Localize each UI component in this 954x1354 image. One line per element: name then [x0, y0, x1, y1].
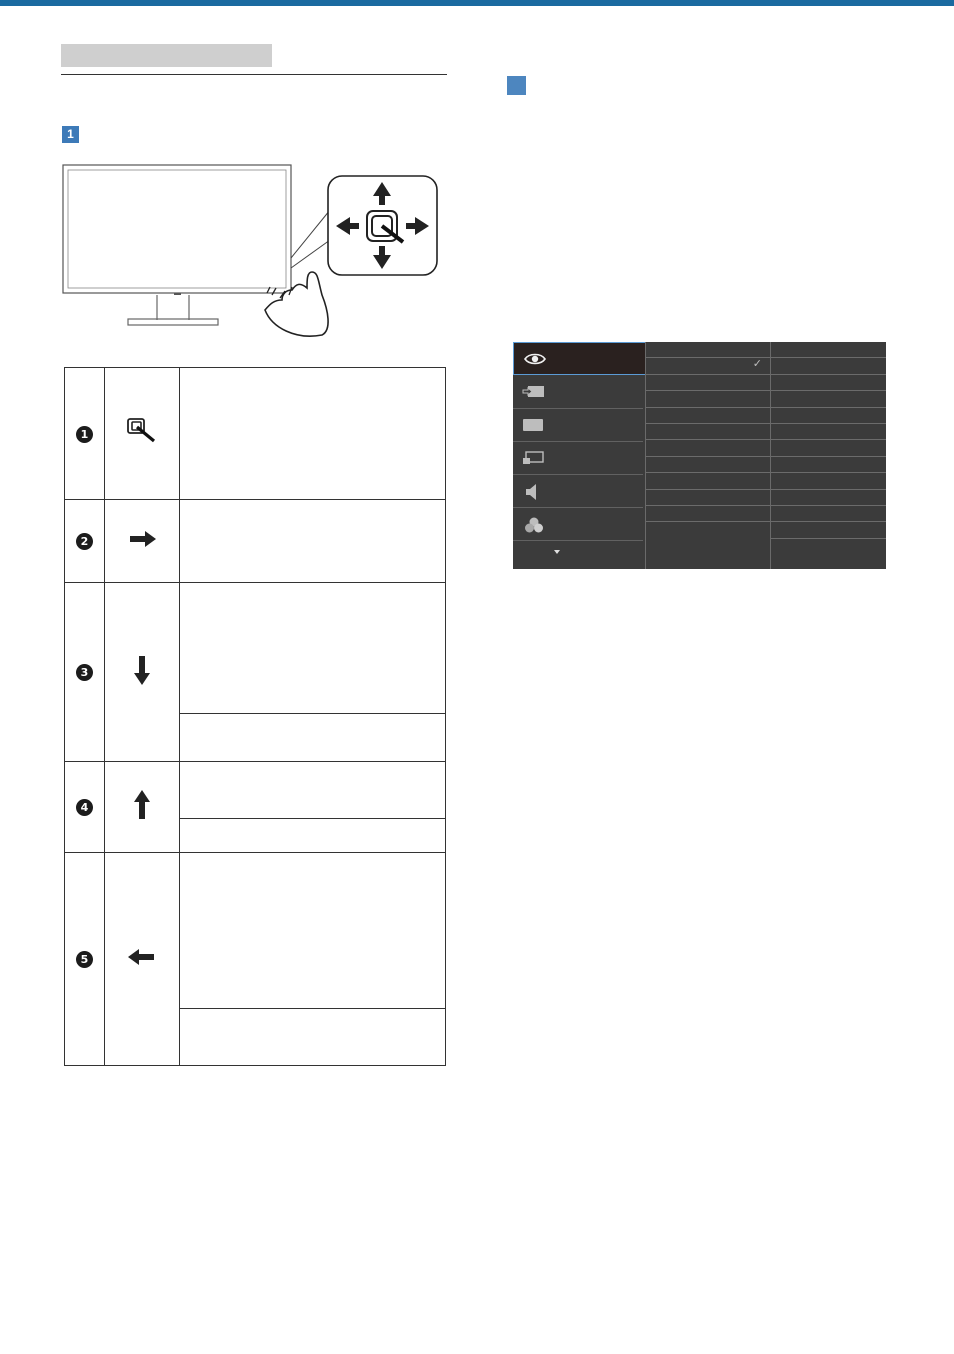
control-description — [180, 762, 446, 819]
control-number-cell — [65, 368, 105, 500]
arrow-down-icon — [132, 654, 152, 686]
control-description — [180, 583, 446, 714]
arrow-up-icon — [132, 789, 152, 821]
chevron-down-icon[interactable] — [554, 550, 560, 554]
osd-value-column — [771, 342, 886, 539]
monitor-base — [128, 319, 218, 325]
control-number-cell — [65, 762, 105, 853]
osd-submenu-row[interactable] — [646, 473, 770, 489]
osd-value-row[interactable] — [771, 457, 886, 473]
control-description — [180, 714, 446, 762]
pip-icon — [522, 450, 546, 466]
joystick-press-icon — [124, 416, 160, 446]
step-2-badge — [507, 76, 526, 95]
eye-icon — [523, 351, 547, 367]
audio-icon — [522, 483, 546, 501]
osd-menu — [513, 342, 886, 569]
osd-submenu-row[interactable] — [646, 506, 770, 522]
osd-value-row[interactable] — [771, 440, 886, 456]
monitor-joystick-illustration — [60, 160, 445, 345]
osd-submenu-row[interactable] — [646, 440, 770, 456]
control-icon-cell — [105, 762, 180, 853]
control-number: 1 — [76, 426, 93, 443]
osd-submenu-row[interactable] — [646, 408, 770, 424]
control-number: 2 — [76, 533, 93, 550]
osd-menu-item-pip[interactable] — [513, 442, 643, 475]
osd-submenu — [646, 342, 770, 522]
osd-value-row[interactable] — [771, 473, 886, 489]
controls-table — [64, 367, 446, 1066]
osd-value-row[interactable] — [771, 522, 886, 538]
arrow-left-icon — [127, 947, 157, 967]
osd-menu-item-audio[interactable] — [513, 475, 643, 508]
osd-value-row[interactable] — [771, 408, 886, 424]
color-icon — [522, 516, 546, 534]
control-description — [180, 853, 446, 1009]
top-accent-bar — [0, 0, 954, 6]
osd-menu-item-picture[interactable] — [513, 409, 643, 442]
osd-value-row[interactable] — [771, 506, 886, 522]
osd-value-row[interactable] — [771, 424, 886, 440]
control-number: 4 — [76, 799, 93, 816]
control-description — [180, 500, 446, 583]
osd-main-menu — [513, 342, 645, 569]
control-number: 3 — [76, 664, 93, 681]
control-description — [180, 368, 446, 500]
control-icon-cell — [105, 583, 180, 762]
arrow-right-icon — [127, 529, 157, 549]
osd-submenu-row[interactable] — [646, 375, 770, 391]
osd-menu-item-color[interactable] — [513, 508, 643, 541]
input-icon — [522, 384, 546, 400]
control-icon-cell — [105, 853, 180, 1066]
osd-submenu-row[interactable] — [646, 342, 770, 358]
control-number-cell — [65, 583, 105, 762]
control-number-cell — [65, 853, 105, 1066]
step-1-badge: 1 — [62, 126, 79, 143]
osd-submenu-row[interactable] — [646, 358, 770, 374]
osd-submenu-row[interactable] — [646, 457, 770, 473]
hand-icon — [265, 272, 328, 336]
section-divider — [61, 74, 447, 75]
osd-value-row[interactable] — [771, 490, 886, 506]
section-title-block — [61, 44, 272, 67]
control-description — [180, 819, 446, 853]
osd-value-row[interactable] — [771, 358, 886, 374]
osd-menu-item-eye[interactable] — [513, 342, 646, 375]
osd-value-row[interactable] — [771, 391, 886, 407]
osd-value-row[interactable] — [771, 342, 886, 358]
control-number: 5 — [76, 951, 93, 968]
monitor-frame — [63, 165, 291, 293]
check-icon: ✓ — [752, 357, 762, 371]
osd-submenu-row[interactable] — [646, 391, 770, 407]
control-icon-cell — [105, 500, 180, 583]
picture-icon — [522, 417, 546, 433]
osd-menu-item-input[interactable] — [513, 376, 643, 409]
control-description — [180, 1009, 446, 1066]
control-icon-cell — [105, 368, 180, 500]
osd-submenu-row[interactable] — [646, 490, 770, 506]
osd-value-row[interactable] — [771, 375, 886, 391]
osd-submenu-row[interactable] — [646, 424, 770, 440]
control-number-cell — [65, 500, 105, 583]
